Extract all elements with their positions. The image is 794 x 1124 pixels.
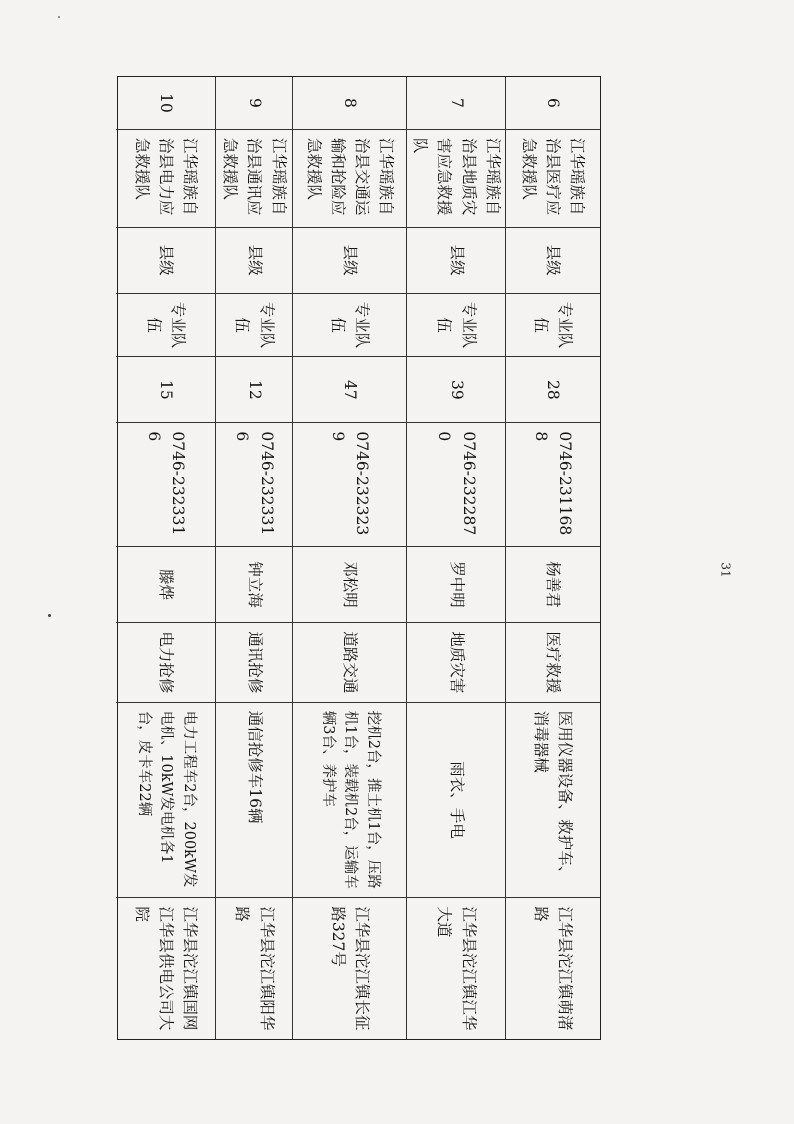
team-address: 江华县沱江镇国网江华县供电公司大院 — [116, 897, 216, 1039]
team-type: 专业队伍 — [293, 293, 407, 357]
member-count: 15 — [116, 356, 216, 422]
team-address: 江华县沱江镇长征路327号 — [293, 897, 407, 1039]
row-number: 6 — [544, 98, 563, 108]
scan-speck — [48, 614, 51, 617]
equipment-list: 挖机2台，推土机1台，压路机1台，装载机2台，运输车辆3台、养护车 — [293, 702, 407, 898]
member-count: 28 — [506, 356, 600, 422]
table-row — [293, 77, 407, 1039]
member-count: 39 — [407, 356, 506, 422]
phone-number: 0746-2323316 — [116, 422, 216, 546]
team-level: 县级 — [506, 227, 600, 293]
leader-name: 钟立海 — [216, 546, 293, 622]
team-name: 江华瑶族自治县医疗应急救援队 — [506, 129, 600, 227]
team-name: 江华瑶族自治县电力应急救援队 — [116, 129, 216, 227]
team-address: 江华县沱江镇阳华路 — [216, 897, 293, 1039]
rescue-category: 通讯抢修 — [216, 622, 293, 702]
equipment-list: 医用仪器设备、救护车、消毒器械 — [506, 702, 600, 898]
equipment-list: 雨衣、手电 — [407, 702, 506, 898]
equipment-list: 通信抢修车16辆 — [216, 702, 293, 898]
phone-number: 0746-2323239 — [293, 422, 407, 546]
team-type: 专业队伍 — [407, 293, 506, 357]
leader-name: 滕烨 — [116, 546, 216, 622]
row-number: 10 — [157, 93, 176, 113]
rescue-category: 道路交通 — [293, 622, 407, 702]
phone-number: 0746-2322870 — [407, 422, 506, 546]
member-count: 12 — [216, 356, 293, 422]
rescue-category: 地质灾害 — [407, 622, 506, 702]
leader-name: 邓松明 — [293, 546, 407, 622]
team-level: 县级 — [407, 227, 506, 293]
phone-number: 0746-2311688 — [506, 422, 600, 546]
team-address: 江华县沱江镇江华大道 — [407, 897, 506, 1039]
table-row — [407, 77, 506, 1039]
rescue-team-table — [117, 76, 601, 1040]
team-level: 县级 — [293, 227, 407, 293]
rescue-category: 医疗救援 — [506, 622, 600, 702]
equipment-list: 电力工程车2台，200kW发电机、10kW发电机各1台，皮卡车22辆 — [116, 702, 216, 898]
team-name: 江华瑶族自治县通讯应急救援队 — [216, 129, 293, 227]
row-number: 7 — [447, 98, 466, 108]
phone-number: 0746-2323316 — [216, 422, 293, 546]
team-type: 专业队伍 — [506, 293, 600, 357]
team-type: 专业队伍 — [116, 293, 216, 357]
page-number: 31 — [718, 562, 733, 578]
scan-speck — [58, 16, 60, 18]
leader-name: 杨善君 — [506, 546, 600, 622]
team-type: 专业队伍 — [216, 293, 293, 357]
row-number: 9 — [245, 98, 264, 108]
team-level: 县级 — [116, 227, 216, 293]
table-row — [506, 77, 600, 1039]
rotated-table-wrapper — [117, 76, 601, 1040]
team-name: 江华瑶族自治县地质灾害应急救援队 — [407, 129, 506, 227]
team-address: 江华县沱江镇萌渚路 — [506, 897, 600, 1039]
table-row — [116, 77, 216, 1039]
row-number: 8 — [341, 98, 360, 108]
member-count: 47 — [293, 356, 407, 422]
team-name: 江华瑶族自治县交通运输和抢险应急救援队 — [293, 129, 407, 227]
leader-name: 罗中明 — [407, 546, 506, 622]
team-level: 县级 — [216, 227, 293, 293]
rescue-category: 电力抢修 — [116, 622, 216, 702]
table-row — [216, 77, 293, 1039]
